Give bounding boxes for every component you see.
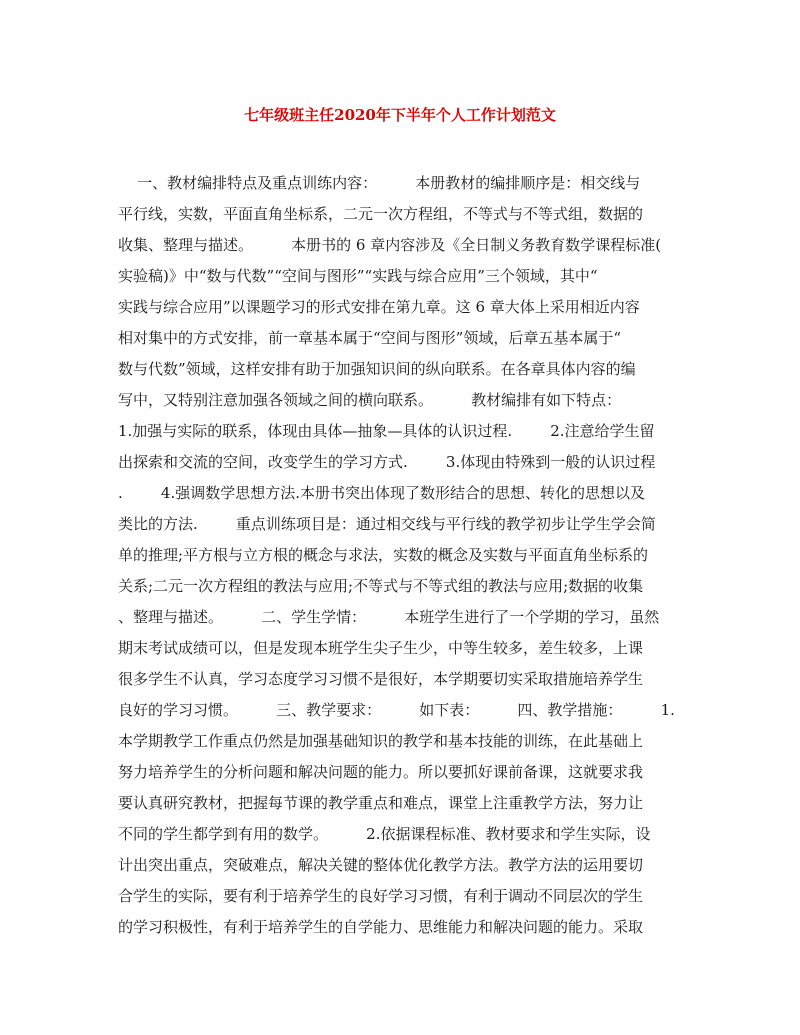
body-line: 关系;二元一次方程组的教法与应用;不等式与不等式组的教法与应用;数据的收集 bbox=[118, 577, 644, 595]
body-line: 平行线，实数，平面直角坐标系，二元一次方程组，不等式与不等式组，数据的 bbox=[118, 205, 644, 223]
body-line: 实验稿)》中“数与代数”“空间与图形”“实践与综合应用”三个领域，其中“ bbox=[118, 267, 598, 285]
body-line: 良好的学习习惯。 三、教学要求： 如下表： 四、教学措施： 1. bbox=[118, 701, 675, 719]
body-line: 计出突出重点，突破难点，解决关键的整体优化教学方法。教学方法的运用要切 bbox=[118, 856, 644, 874]
body-line: . 4.强调数学思想方法.本册书突出体现了数形结合的思想、转化的思想以及 bbox=[118, 484, 645, 502]
body-line: 数与代数”领域，这样安排有助于加强知识间的纵向联系。在各章具体内容的编 bbox=[118, 360, 636, 378]
body-line: 写中，又特别注意加强各领域之间的横向联系。 教材编排有如下特点： bbox=[118, 391, 622, 409]
body-line: 相对集中的方式安排，前一章基本属于“空间与图形”领域，后章五基本属于“ bbox=[118, 329, 622, 347]
body-line: 单的推理;平方根与立方根的概念与求法，实数的概念及实数与平面直角坐标系的 bbox=[118, 546, 649, 564]
body-line: 合学生的实际，要有利于培养学生的良好学习习惯，有利于调动不同层次的学生 bbox=[118, 887, 644, 905]
body-line: 的学习积极性，有利于培养学生的自学能力、思维能力和解决问题的能力。采取 bbox=[118, 918, 644, 936]
body-line: 出探索和交流的空间，改变学生的学习方式. 3.体现由特殊到一般的认识过程 bbox=[118, 453, 656, 471]
body-line: 类比的方法. 重点训练项目是：通过相交线与平行线的教学初步让学生学会简 bbox=[118, 515, 656, 533]
body-line: 1.加强与实际的联系，体现由具体—抽象—具体的认识过程. 2.注意给学生留 bbox=[118, 422, 655, 440]
body-line: 、整理与描述。 二、学生学情： 本班学生进行了一个学期的学习，虽然 bbox=[118, 608, 660, 626]
body-line: 本学期教学工作重点仍然是加强基础知识的教学和基本技能的训练，在此基础上 bbox=[118, 732, 644, 750]
body-line: 期末考试成绩可以，但是发现本班学生尖子生少，中等生较多，差生较多，上课 bbox=[118, 639, 644, 657]
body-line: 要认真研究教材，把握每节课的教学重点和难点，课堂上注重教学方法，努力让 bbox=[118, 794, 644, 812]
body-line: 收集、整理与描述。 本册书的 6 章内容涉及《全日制义务教育数学课程标准( bbox=[118, 236, 662, 254]
body-line: 实践与综合应用”以课题学习的形式安排在第九章。这 6 章大体上采用相近内容 bbox=[118, 298, 640, 316]
body-line: 努力培养学生的分析问题和解决问题的能力。所以要抓好课前备课，这就要求我 bbox=[118, 763, 644, 781]
document-title: 七年级班主任2020年下半年个人工作计划范文 bbox=[244, 106, 556, 124]
body-line: 很多学生不认真，学习态度学习习惯不是很好，本学期要切实采取措施培养学生 bbox=[118, 670, 644, 688]
body-line: 一、教材编排特点及重点训练内容： 本册教材的编排顺序是：相交线与 bbox=[118, 174, 641, 192]
body-line: 不同的学生都学到有用的数学。 2.依据课程标准、教材要求和学生实际，设 bbox=[118, 825, 651, 843]
